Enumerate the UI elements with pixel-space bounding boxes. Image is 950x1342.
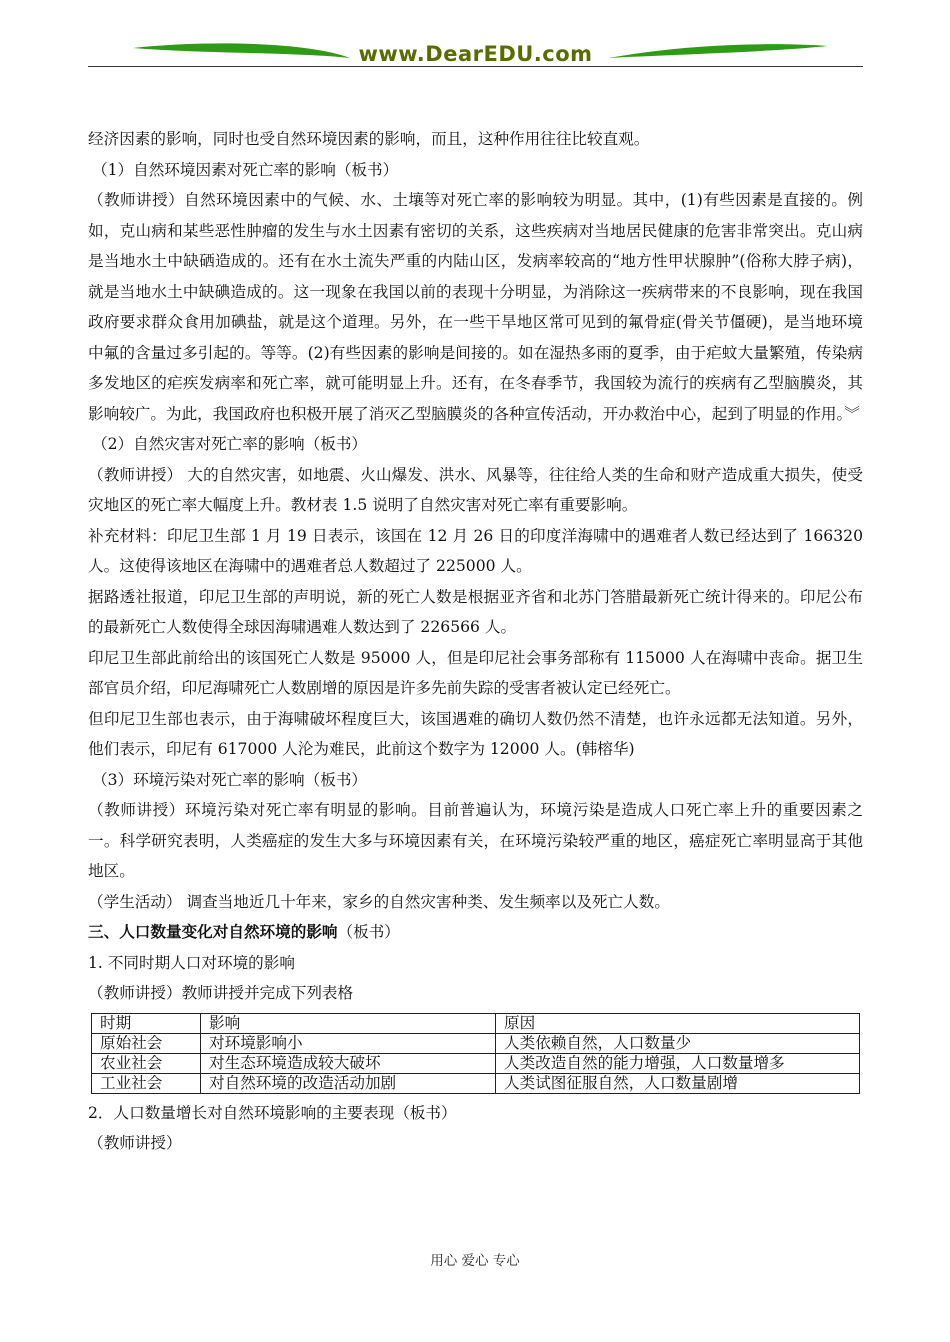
paragraph: （教师讲授）环境污染对死亡率有明显的影响。目前普遍认为，环境污染是造成人口死亡率上升的重要因素之一。科学研究表明，人类癌症的发生大多与环境因素有关，在环境污染较严重的地区，癌症死亡率明显高于其他地区。 — [88, 801, 863, 880]
subsection-heading: （2）自然灾害对死亡率的影响（板书） — [92, 435, 368, 453]
table-header-cell: 影响 — [201, 1013, 496, 1033]
table-header-cell: 时期 — [92, 1013, 201, 1033]
page-footer: 用心 爱心 专心 — [430, 1253, 520, 1269]
subsection-heading: 1. 不同时期人口对环境的影响 — [88, 953, 295, 972]
section-heading — [88, 917, 863, 948]
section-note: （板书） — [337, 923, 400, 941]
table-cell: 原始社会 — [92, 1033, 201, 1053]
table-header-row — [92, 1013, 860, 1033]
table-row — [92, 1073, 860, 1093]
table-cell: 人类改造自然的能力增强，人口数量增多 — [496, 1053, 860, 1073]
paragraph: （教师讲授） 大的自然灾害，如地震、火山爆发、洪水、风暴等，往往给人类的生命和财产造成重大损失，使受灾地区的死亡率大幅度上升。教材表 1.5 说明了自然灾害对死亡率有重要影响。 — [88, 465, 863, 514]
table-row — [92, 1053, 860, 1073]
table-cell: 工业社会 — [92, 1073, 201, 1093]
paragraph: （教师讲授）教师讲授并完成下列表格 — [88, 984, 354, 1002]
paragraph: （学生活动） 调查当地近几十年来，家乡的自然灾害种类、发生频率以及死亡人数。 — [88, 892, 670, 911]
section-title: 三、人口数量变化对自然环境的影响 — [88, 922, 338, 941]
table-cell: 对环境影响小 — [201, 1033, 496, 1053]
subsection-heading: （1）自然环境因素对死亡率的影响（板书） — [92, 160, 399, 179]
population-environment-table — [91, 1013, 860, 1094]
header-divider — [88, 66, 863, 67]
document-body — [88, 124, 863, 1159]
site-brand[interactable]: www.DearEDU.com — [358, 42, 593, 66]
table-cell: 对生态环境造成较大破坏 — [201, 1053, 496, 1073]
table-cell: 对自然环境的改造活动加剧 — [201, 1073, 496, 1093]
table-cell: 人类试图征服自然，人口数量剧增 — [496, 1073, 860, 1093]
table-cell: 农业社会 — [92, 1053, 201, 1073]
table-cell: 人类依赖自然，人口数量少 — [496, 1033, 860, 1053]
subsection-heading: （3）环境污染对死亡率的影响（板书） — [92, 770, 368, 789]
table-header-cell: 原因 — [496, 1013, 860, 1033]
paragraph: 印尼卫生部此前给出的该国死亡人数是 95000 人，但是印尼社会事务部称有 115000 人在海啸中丧命。据卫生部官员介绍，印尼海啸死亡人数剧增的原因是许多先前失踪的受害者被认定已经死亡。 — [88, 648, 863, 697]
paragraph: 但印尼卫生部也表示，由于海啸破坏程度巨大，该国遇难的确切人数仍然不清楚，也许永远都无法知道。另外，他们表示，印尼有 617000 人沦为难民，此前这个数字为 12000 人。(韩榕华) — [88, 709, 863, 758]
paragraph: （教师讲授） — [88, 1134, 182, 1152]
table-row — [92, 1033, 860, 1053]
paragraph: （教师讲授）自然环境因素中的气候、水、土壤等对死亡率的影响较为明显。其中，(1)有些因素是直接的。例如，克山病和某些恶性肿瘤的发生与水土因素有密切的关系，这些疾病对当地居民健康的危害非常突出。克山病是当地水土中缺硒造成的。还有在水土流失严重的内陆山区，发病率较高的“地方性甲状腺肿”(俗称大脖子病)，就是当地水土中缺碘造成的。这一现象在我国以前的表现十分明显，为消除这一疾病带来的不良影响，现在我国政府要求群众食用加碘盐，就是这个道理。另外，在一些干旱地区常可见到的氟骨症(骨关节僵硬)，是当地环境中氟的含量过多引起的。等等。(2)有些因素的影响是间接的。如在湿热多雨的夏季，由于疟蚊大量繁殖，传染病多发地区的疟疾发病率和死亡率，就可能明显上升。还有，在冬春季节，我国较为流行的疾病有乙型脑膜炎，其影响较广。为此，我国政府也积极开展了消灭乙型脑膜炎的各种宣传活动，开办救治中心，起到了明显的作用。︾ — [88, 191, 863, 423]
paragraph: 补充材料：印尼卫生部 1 月 19 日表示，该国在 12 月 26 日的印度洋海啸中的遇难者人数已经达到了 166320 人。这使得该地区在海啸中的遇难者总人数超过了 225000 人。 — [88, 526, 863, 575]
subsection-heading: 2．人口数量增长对自然环境影响的主要表现（板书） — [88, 1103, 457, 1122]
paragraph: 据路透社报道，印尼卫生部的声明说，新的死亡人数是根据亚齐省和北苏门答腊最新死亡统计得来的。印尼公布的最新死亡人数使得全球因海啸遇难人数达到了 226566 人。 — [88, 587, 863, 636]
paragraph: 经济因素的影响，同时也受自然环境因素的影响，而且，这种作用往往比较直观。 — [88, 130, 650, 148]
